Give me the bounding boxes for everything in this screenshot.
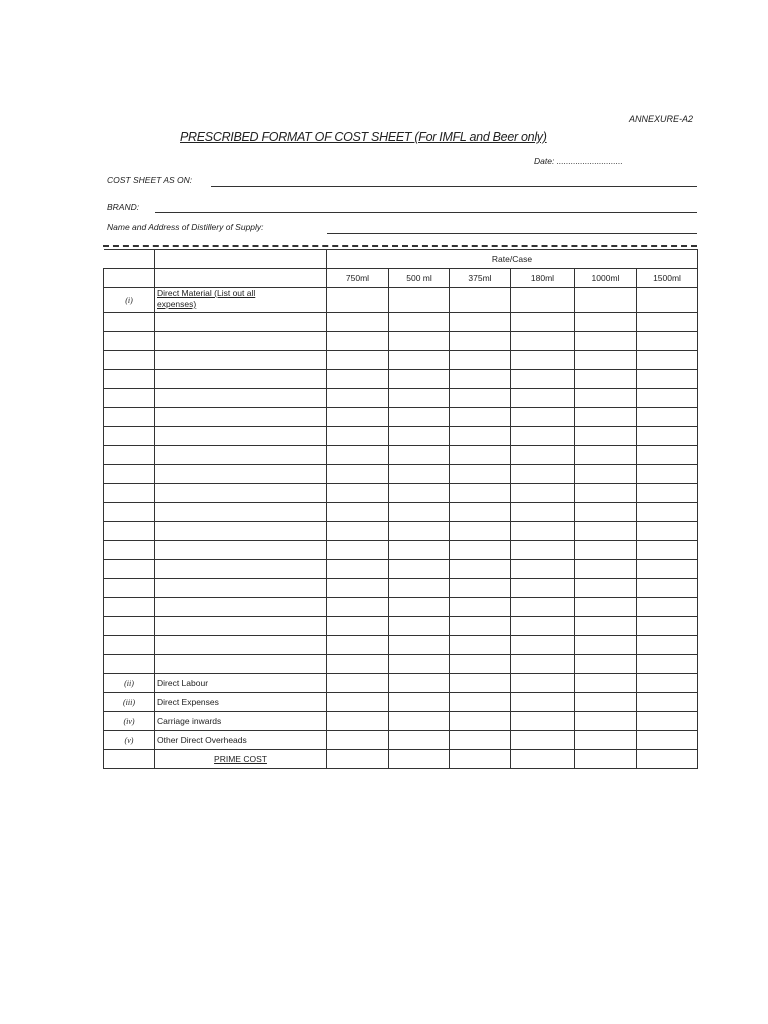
value-cell[interactable] — [327, 617, 389, 636]
row-number: (iii) — [104, 693, 155, 712]
material-description-cell[interactable] — [155, 484, 327, 503]
value-cell[interactable] — [327, 332, 389, 351]
value-cell[interactable] — [511, 598, 575, 617]
row-number-cell — [104, 522, 155, 541]
value-cell[interactable] — [327, 288, 389, 313]
row-number-cell — [104, 655, 155, 674]
material-entry-row — [104, 579, 698, 598]
value-cell[interactable] — [389, 541, 450, 560]
material-description-cell[interactable] — [155, 370, 327, 389]
value-cell[interactable] — [327, 674, 389, 693]
value-cell[interactable] — [327, 408, 389, 427]
material-description-cell[interactable] — [155, 617, 327, 636]
value-cell[interactable] — [450, 484, 511, 503]
value-cell[interactable] — [450, 522, 511, 541]
value-cell[interactable] — [389, 655, 450, 674]
value-cell[interactable] — [637, 446, 698, 465]
value-cell[interactable] — [511, 617, 575, 636]
value-cell[interactable] — [450, 617, 511, 636]
value-cell[interactable] — [450, 446, 511, 465]
value-cell[interactable] — [389, 617, 450, 636]
material-entry-row — [104, 351, 698, 370]
value-cell[interactable] — [327, 484, 389, 503]
value-cell[interactable] — [575, 598, 637, 617]
material-entry-row — [104, 636, 698, 655]
value-cell[interactable] — [511, 693, 575, 712]
value-cell[interactable] — [327, 427, 389, 446]
value-cell[interactable] — [511, 522, 575, 541]
rate-case-header: Rate/Case — [327, 250, 698, 269]
value-cell[interactable] — [327, 351, 389, 370]
direct-material-row — [104, 288, 698, 313]
material-entry-row — [104, 446, 698, 465]
cost-item-row — [104, 693, 698, 712]
direct-material-line2: expenses) — [157, 299, 197, 309]
cost-item-label: Carriage inwards — [155, 712, 327, 731]
prime-cost-row — [104, 750, 698, 769]
material-entry-row — [104, 427, 698, 446]
value-cell[interactable] — [389, 731, 450, 750]
material-description-cell[interactable] — [155, 598, 327, 617]
col-1000ml: 1000ml — [575, 269, 637, 288]
value-cell[interactable] — [389, 579, 450, 598]
value-cell[interactable] — [327, 693, 389, 712]
value-cell[interactable] — [450, 712, 511, 731]
value-cell[interactable] — [450, 674, 511, 693]
value-cell[interactable] — [389, 370, 450, 389]
value-cell[interactable] — [575, 389, 637, 408]
cost-item-row — [104, 712, 698, 731]
rate-header-row — [104, 250, 698, 269]
value-cell[interactable] — [389, 408, 450, 427]
material-entry-row — [104, 560, 698, 579]
value-cell[interactable] — [575, 288, 637, 313]
value-cell[interactable] — [511, 446, 575, 465]
value-cell[interactable] — [389, 598, 450, 617]
value-cell[interactable] — [450, 332, 511, 351]
value-cell[interactable] — [511, 503, 575, 522]
value-cell[interactable] — [637, 288, 698, 313]
value-cell[interactable] — [511, 332, 575, 351]
value-cell[interactable] — [575, 446, 637, 465]
col-750ml: 750ml — [327, 269, 389, 288]
value-cell[interactable] — [575, 617, 637, 636]
row-number-cell — [104, 503, 155, 522]
value-cell[interactable] — [575, 522, 637, 541]
dashed-separator — [103, 245, 697, 247]
value-cell[interactable] — [450, 408, 511, 427]
value-cell[interactable] — [637, 693, 698, 712]
material-entry-row — [104, 598, 698, 617]
direct-material-line1: Direct Material (List out all — [157, 288, 256, 298]
value-cell[interactable] — [450, 598, 511, 617]
value-cell[interactable] — [389, 560, 450, 579]
value-cell[interactable] — [637, 674, 698, 693]
row-number-cell — [104, 408, 155, 427]
row-number: (i) — [104, 288, 155, 313]
value-cell[interactable] — [511, 408, 575, 427]
row-number-cell — [104, 389, 155, 408]
row-number-cell — [104, 351, 155, 370]
value-cell[interactable] — [389, 522, 450, 541]
value-cell[interactable] — [511, 560, 575, 579]
value-cell[interactable] — [637, 750, 698, 769]
value-cell[interactable] — [389, 484, 450, 503]
material-description-cell[interactable] — [155, 636, 327, 655]
material-entry-row — [104, 503, 698, 522]
direct-material-label — [155, 288, 327, 313]
material-description-cell[interactable] — [155, 408, 327, 427]
col-1500ml: 1500ml — [637, 269, 698, 288]
value-cell[interactable] — [637, 465, 698, 484]
value-cell[interactable] — [327, 389, 389, 408]
value-cell[interactable] — [575, 408, 637, 427]
value-cell[interactable] — [327, 750, 389, 769]
value-cell[interactable] — [389, 750, 450, 769]
date-field: Date: ............................ — [534, 156, 623, 166]
value-cell[interactable] — [575, 750, 637, 769]
value-cell[interactable] — [450, 288, 511, 313]
value-cell[interactable] — [511, 579, 575, 598]
value-cell[interactable] — [637, 427, 698, 446]
value-cell[interactable] — [575, 484, 637, 503]
value-cell[interactable] — [575, 332, 637, 351]
value-cell[interactable] — [327, 370, 389, 389]
value-cell[interactable] — [389, 427, 450, 446]
material-description-cell[interactable] — [155, 522, 327, 541]
value-cell[interactable] — [575, 313, 637, 332]
material-entry-row — [104, 313, 698, 332]
value-cell[interactable] — [511, 288, 575, 313]
value-cell[interactable] — [511, 351, 575, 370]
row-number-cell — [104, 636, 155, 655]
row-number-cell — [104, 560, 155, 579]
cost-sheet-as-on-label: COST SHEET AS ON: — [107, 175, 193, 185]
value-cell[interactable] — [389, 465, 450, 484]
row-number-cell — [104, 750, 155, 769]
material-description-cell[interactable] — [155, 427, 327, 446]
row-number-cell — [104, 617, 155, 636]
value-cell[interactable] — [389, 351, 450, 370]
value-cell[interactable] — [450, 370, 511, 389]
value-cell[interactable] — [511, 674, 575, 693]
page-title: PRESCRIBED FORMAT OF COST SHEET (For IMFL and Beer only) — [180, 130, 547, 144]
cost-item-label: Direct Labour — [155, 674, 327, 693]
value-cell[interactable] — [327, 541, 389, 560]
material-description-cell[interactable] — [155, 541, 327, 560]
material-description-cell[interactable] — [155, 332, 327, 351]
value-cell[interactable] — [511, 465, 575, 484]
value-cell[interactable] — [450, 313, 511, 332]
prime-cost-label: PRIME COST — [214, 754, 267, 764]
value-cell[interactable] — [575, 731, 637, 750]
row-number-cell — [104, 541, 155, 560]
material-description-cell[interactable] — [155, 655, 327, 674]
material-description-cell[interactable] — [155, 389, 327, 408]
value-cell[interactable] — [389, 636, 450, 655]
value-cell[interactable] — [327, 503, 389, 522]
value-cell[interactable] — [511, 731, 575, 750]
value-cell[interactable] — [511, 655, 575, 674]
value-cell[interactable] — [327, 731, 389, 750]
value-cell[interactable] — [327, 598, 389, 617]
value-cell[interactable] — [637, 636, 698, 655]
material-description-cell[interactable] — [155, 313, 327, 332]
brand-label: BRAND: — [107, 202, 140, 212]
value-cell[interactable] — [637, 522, 698, 541]
value-cell[interactable] — [389, 503, 450, 522]
value-cell[interactable] — [511, 370, 575, 389]
material-description-cell[interactable] — [155, 503, 327, 522]
value-cell[interactable] — [575, 427, 637, 446]
value-cell[interactable] — [575, 370, 637, 389]
value-cell[interactable] — [511, 484, 575, 503]
value-cell[interactable] — [327, 655, 389, 674]
material-entry-row — [104, 332, 698, 351]
row-number: (ii) — [104, 674, 155, 693]
value-cell[interactable] — [575, 465, 637, 484]
row-number-cell — [104, 427, 155, 446]
value-cell[interactable] — [389, 389, 450, 408]
value-cell[interactable] — [637, 389, 698, 408]
value-cell[interactable] — [389, 712, 450, 731]
value-cell[interactable] — [327, 636, 389, 655]
value-cell[interactable] — [450, 636, 511, 655]
row-number-cell — [104, 446, 155, 465]
value-cell[interactable] — [450, 560, 511, 579]
value-cell[interactable] — [637, 712, 698, 731]
column-header-row — [104, 269, 698, 288]
value-cell[interactable] — [511, 389, 575, 408]
material-description-cell[interactable] — [155, 560, 327, 579]
row-number-cell — [104, 465, 155, 484]
value-cell[interactable] — [575, 674, 637, 693]
brand-line[interactable] — [155, 212, 697, 213]
material-entry-row — [104, 408, 698, 427]
value-cell[interactable] — [637, 579, 698, 598]
value-cell[interactable] — [511, 750, 575, 769]
row-number-cell — [104, 579, 155, 598]
value-cell[interactable] — [511, 712, 575, 731]
row-number: (v) — [104, 731, 155, 750]
material-entry-row — [104, 389, 698, 408]
row-number-cell — [104, 332, 155, 351]
value-cell[interactable] — [637, 541, 698, 560]
value-cell[interactable] — [575, 693, 637, 712]
value-cell[interactable] — [450, 541, 511, 560]
value-cell[interactable] — [575, 712, 637, 731]
value-cell[interactable] — [450, 465, 511, 484]
value-cell[interactable] — [450, 731, 511, 750]
value-cell[interactable] — [637, 408, 698, 427]
value-cell[interactable] — [327, 446, 389, 465]
distillery-label: Name and Address of Distillery of Supply: — [107, 222, 264, 232]
cost-item-label: Direct Expenses — [155, 693, 327, 712]
value-cell[interactable] — [637, 332, 698, 351]
value-cell[interactable] — [511, 313, 575, 332]
value-cell[interactable] — [450, 351, 511, 370]
row-number-cell — [104, 313, 155, 332]
value-cell[interactable] — [450, 579, 511, 598]
col-375ml: 375ml — [450, 269, 511, 288]
cost-sheet-table — [103, 249, 698, 769]
value-cell[interactable] — [637, 655, 698, 674]
cost-item-row — [104, 731, 698, 750]
value-cell[interactable] — [575, 560, 637, 579]
value-cell[interactable] — [575, 636, 637, 655]
value-cell[interactable] — [450, 427, 511, 446]
material-description-cell[interactable] — [155, 351, 327, 370]
cost-sheet-as-on-line[interactable] — [211, 186, 697, 187]
material-description-cell[interactable] — [155, 446, 327, 465]
value-cell[interactable] — [637, 617, 698, 636]
prime-cost-cell — [155, 750, 327, 769]
material-entry-row — [104, 484, 698, 503]
value-cell[interactable] — [450, 655, 511, 674]
material-entry-row — [104, 541, 698, 560]
value-cell[interactable] — [389, 332, 450, 351]
row-number-cell — [104, 370, 155, 389]
cost-item-row — [104, 674, 698, 693]
row-number: (iv) — [104, 712, 155, 731]
col-500ml: 500 ml — [389, 269, 450, 288]
value-cell[interactable] — [511, 636, 575, 655]
value-cell[interactable] — [327, 579, 389, 598]
value-cell[interactable] — [327, 465, 389, 484]
row-number-cell — [104, 598, 155, 617]
value-cell[interactable] — [450, 503, 511, 522]
row-number-cell — [104, 484, 155, 503]
annexure-label: ANNEXURE-A2 — [629, 114, 694, 124]
value-cell[interactable] — [637, 503, 698, 522]
value-cell[interactable] — [450, 693, 511, 712]
material-entry-row — [104, 522, 698, 541]
value-cell[interactable] — [327, 313, 389, 332]
value-cell[interactable] — [511, 541, 575, 560]
value-cell[interactable] — [637, 731, 698, 750]
distillery-line[interactable] — [327, 233, 697, 234]
material-description-cell[interactable] — [155, 465, 327, 484]
value-cell[interactable] — [637, 484, 698, 503]
value-cell[interactable] — [575, 541, 637, 560]
value-cell[interactable] — [389, 288, 450, 313]
value-cell[interactable] — [450, 750, 511, 769]
value-cell[interactable] — [389, 313, 450, 332]
value-cell[interactable] — [637, 370, 698, 389]
material-entry-row — [104, 465, 698, 484]
value-cell[interactable] — [637, 598, 698, 617]
value-cell[interactable] — [389, 693, 450, 712]
value-cell[interactable] — [575, 503, 637, 522]
value-cell[interactable] — [637, 351, 698, 370]
material-entry-row — [104, 655, 698, 674]
value-cell[interactable] — [575, 351, 637, 370]
value-cell[interactable] — [575, 655, 637, 674]
value-cell[interactable] — [389, 446, 450, 465]
material-entry-row — [104, 370, 698, 389]
value-cell[interactable] — [511, 427, 575, 446]
value-cell[interactable] — [327, 712, 389, 731]
value-cell[interactable] — [450, 389, 511, 408]
value-cell[interactable] — [327, 522, 389, 541]
value-cell[interactable] — [389, 674, 450, 693]
value-cell[interactable] — [637, 560, 698, 579]
value-cell[interactable] — [637, 313, 698, 332]
material-description-cell[interactable] — [155, 579, 327, 598]
value-cell[interactable] — [575, 579, 637, 598]
col-180ml: 180ml — [511, 269, 575, 288]
value-cell[interactable] — [327, 560, 389, 579]
cost-item-label: Other Direct Overheads — [155, 731, 327, 750]
material-entry-row — [104, 617, 698, 636]
